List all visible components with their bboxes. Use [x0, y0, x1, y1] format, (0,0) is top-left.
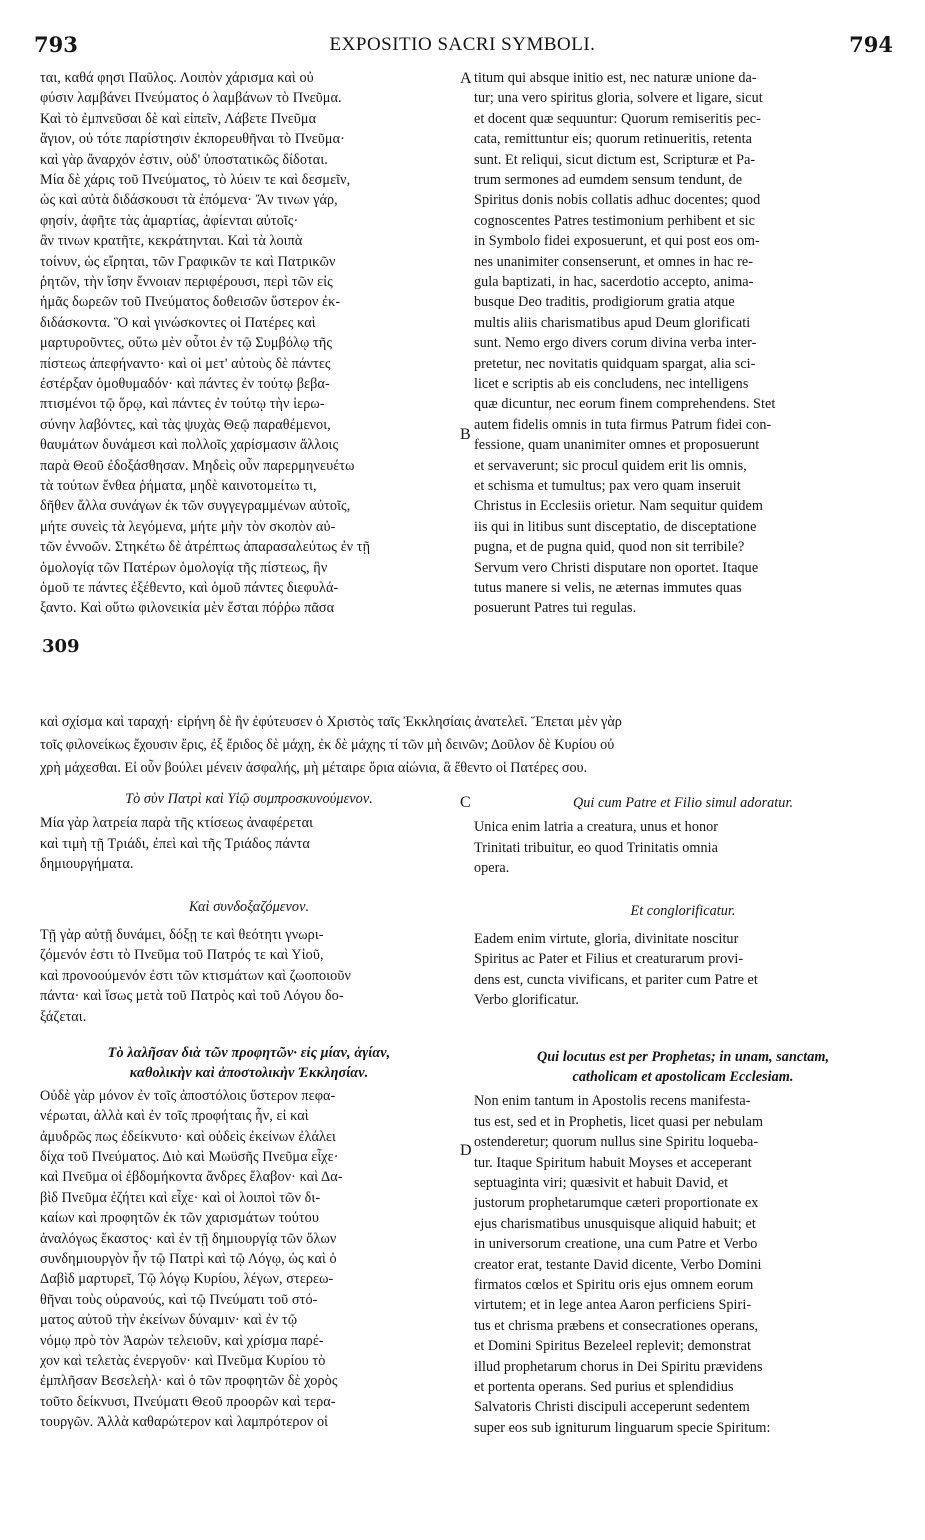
latin-line: Spiritus donis nobis collatis adhuc docentes; quod — [474, 192, 761, 209]
latin-line: Servum vero Christi disputare non oportet. Itaque — [474, 559, 759, 576]
latin-line: catholicam et apostolicam Ecclesiam. — [572, 1069, 794, 1085]
latin-line: Christus in Ecclesiis orietur. Nam sequitur quidem — [474, 498, 763, 515]
latin-line: ejus charismatibus unusquisque aliquid habuit; et — [474, 1215, 756, 1232]
greek-line: νόμῳ πρὸ τὸν Ἀαρὼν τελειοῦν, καὶ χρίσμα παρέ- — [40, 1332, 324, 1349]
greek-line: θῆναι τοὺς οὐρανούς, καὶ τῷ Πνεύματι τοῦ στό- — [40, 1291, 318, 1308]
latin-line: et Domini Spiritus Bezeleel replevit; demonstrat — [474, 1338, 752, 1355]
latin-line: Spiritus ac Pater et Filius et creaturarum provi- — [474, 951, 744, 968]
latin-line: Trinitati tribuitur, eo quod Trinitatis omnia — [474, 839, 718, 856]
latin-line: Unica enim latria a creatura, unus et honor — [474, 819, 719, 836]
latin-line: dens est, cuncta vivificans, et pariter cum Patre et — [474, 971, 758, 988]
latin-line: quæ dicuntur, nec eorum finem comprehendens. Stet — [474, 396, 776, 413]
latin-line: et servaverunt; sic procul quidem erit lis omnis, — [474, 457, 747, 474]
greek-line: καὶ Πνεῦμα οἱ ἑβδομήκοντα ἄνδρες ἔλαβον· καὶ Δα- — [40, 1169, 343, 1186]
greek-line: ἡμᾶς δωρεῶν τοῦ Πνεύματος δοθεισῶν ὕστερον ἐκ- — [40, 294, 341, 311]
greek-line: ῥητῶν, τὴν ἴσην ἔννοιαν περιφέρουσι, περὶ τῶν εἰς — [40, 274, 333, 290]
latin-line: septuaginta viri; quæsivit et habuit David, et — [474, 1175, 729, 1191]
greek-line: παρὰ Θεοῦ ἐδοξάσθησαν. Μηδεὶς οὖν παρερμηνευέτω — [40, 457, 355, 474]
greek-line: νέρωται, ἀλλὰ καὶ ἐν τοῖς προφήταις ἦν, εἰ καὶ — [40, 1108, 309, 1125]
greek-line: Καὶ συνδοξαζόμενον. — [188, 898, 310, 915]
greek-line: ξαντο. Καὶ οὕτω φιλονεικία μὲν ἔσται πόῤῥω πᾶσα — [40, 600, 335, 617]
latin-line: tur. Itaque Spiritum habuit Moyses et acceperant — [474, 1154, 752, 1171]
greek-line: ἐστέρξαν ὁμοθυμαδόν· καὶ πάντες ἐν τούτῳ βεβα- — [40, 376, 330, 392]
greek-line: ζόμενόν ἐστι τὸ Πνεῦμα τοῦ Πατρός τε καὶ Υἱοῦ, — [40, 947, 324, 964]
greek-line: Τῇ γὰρ αὐτῇ δυνάμει, δόξῃ τε καὶ θεότητι γνωρι- — [40, 927, 324, 943]
column-number: 309 — [42, 636, 80, 657]
latin-line: firmatos cœlos et Spiritu oris ejus omnem eorum — [474, 1277, 754, 1293]
latin-line: cata, remittuntur eis; quorum retinueritis, retenta — [474, 131, 752, 148]
greek-line: συνδημιουργὸν ἦν τῷ Πατρὶ καὶ τῷ Λόγῳ, ὡς καὶ ὁ — [40, 1251, 337, 1267]
greek-line: δημιουργήματα. — [40, 856, 134, 873]
greek-line: Τὸ λαλῆσαν διὰ τῶν προφητῶν· εἰς μίαν, ἁγίαν, — [107, 1045, 391, 1061]
greek-line: Οὐδὲ γὰρ μόνον ἐν τοῖς ἀποστόλοις ὕστερον πεφα- — [40, 1087, 336, 1104]
greek-line: ὁμολογίᾳ τῶν Πατέρων ὁμολογίᾳ τῆς πίστεως, ἣν — [40, 559, 328, 576]
latin-line: tutus manere si velis, ne æternas immutes quas — [474, 580, 742, 596]
latin-line: opera. — [474, 860, 510, 877]
latin-line: tus et chrisma præbens et consecrationes operans, — [474, 1317, 759, 1334]
latin-line: trum sermones ad eumdem sensum tendunt, de — [474, 172, 743, 188]
latin-line: et docent quæ sequuntur: Quorum remiseritis pec- — [474, 110, 761, 127]
latin-line: pugna, et de pugna quid, quod non sit terribile? — [474, 539, 745, 556]
greek-line: δῆθεν ἄλλα συνάγων ἐκ τῶν συγγεγραμμένων αὐτοῖς, — [40, 498, 351, 515]
greek-line: καὶ προνοούμενόν ἐστι τῶν κτισμάτων καὶ ζωοποιοῦν — [40, 967, 351, 984]
greek-line: τοίνυν, ὡς εἴρηται, τῶν Γραφικῶν τε καὶ Πατρικῶν — [40, 253, 336, 270]
latin-line: pretetur, nec novitatis quidquam spargat, alia sci- — [474, 355, 756, 372]
greek-line: σύνην λαβόντες, καὶ τὰς ψυχὰς Θεῷ παραθέμενοι, — [40, 416, 331, 433]
running-head — [30, 32, 895, 58]
greek-line: Μία δὲ χάρις τοῦ Πνεύματος, τὸ λύειν τε καὶ δεσμεῖν, — [40, 172, 351, 188]
greek-line: ἀναλόγως ἕκαστος· καὶ ἐν τῇ δημιουργίᾳ τῶν ὅλων — [40, 1230, 337, 1247]
latin-line: titum qui absque initio est, nec naturæ unione da- — [474, 70, 757, 86]
greek-line: φύσιν λαμβάνει Πνεύματος ὁ λαμβάνων τὸ Πνεῦμα. — [40, 90, 342, 107]
greek-line: μήτε συνεὶς τὰ λεγόμενα, μήτε μὴν τὸν σκοπὸν αὐ- — [40, 518, 336, 535]
span-line: καὶ σχίσμα καὶ ταραχή· εἰρήνη δὲ ἣν ἐφύτευσεν ὁ Χριστὸς ταῖς Ἐκκλησίαις ἀνατελεῖ. Ἕπεται μὲν γὰρ — [40, 714, 622, 730]
latin-line: posuerunt Patres tui regulas. — [474, 600, 637, 617]
greek-line: πίστεως ἀπεφήναντο· καὶ οἱ μετ' αὐτοὺς δὲ πάντες — [40, 355, 331, 372]
latin-line: busque Deo traditis, prodigiorum gratia atque — [474, 294, 735, 311]
greek-line: ὁμοῦ τε πάντες ἐξέθεντο, καὶ ὁμοῦ πάντες διεφυλά- — [40, 580, 339, 596]
greek-line: ξάζεται. — [40, 1008, 87, 1025]
greek-line: καίων καὶ προφητῶν ἐκ τῶν χαρισμάτων τούτου — [40, 1210, 319, 1227]
latin-line: gula baptizati, in hac, sacerdotio accepto, anima- — [474, 274, 754, 290]
margin-marker-a: A — [460, 70, 472, 87]
greek-line: πτισμένοι τῷ ὅρῳ, καὶ πάντες ἐν τούτῳ τὴν ἱερω- — [40, 396, 325, 413]
latin-line: ostenderetur; quorum nullus sine Spiritu loqueba- — [474, 1134, 759, 1151]
greek-line: ἂν τινων κρατῆτε, κεκράτηνται. Καὶ τὰ λοιπὰ — [40, 233, 303, 250]
latin-line: tus est, sed et in Prophetis, licet quasi per nebulam — [474, 1113, 764, 1130]
span-line: χρὴ μάχεσθαι. Εἰ οὖν βούλει μένειν ἀσφαλής, μὴ μέταιρε ὅρια αἰώνια, ἃ ἔθεντο οἱ Πατέρες σου. — [40, 760, 588, 776]
latin-line: virtutem; et in lege antea Aaron perficiens Spiri- — [474, 1297, 752, 1314]
latin-line: nes unanimiter consenserunt, et omnes in hac re- — [474, 253, 753, 270]
latin-line: Qui cum Patre et Filio simul adoratur. — [572, 795, 794, 811]
margin-marker-c: C — [460, 794, 471, 811]
greek-line: ἐμπλῆσαν Βεσελεὴλ· καὶ ὁ τῶν προφητῶν δὲ χορὸς — [40, 1373, 338, 1390]
latin-line: Salvatoris Christi discipuli acceperunt sedentem — [474, 1399, 750, 1416]
latin-line: super eos sub igniturum linguarum specie Spiritum: — [474, 1419, 771, 1436]
latin-line: cognoscentes Patres testimonium perhibent et sic — [474, 212, 755, 229]
greek-line: βὶδ Πνεῦμα ἐζήτει καὶ εἶχε· καὶ οἱ λοιποὶ τῶν δι- — [40, 1189, 321, 1206]
greek-line: ὡς καὶ αὐτὰ διδάσκουσι τὰ ἑπόμενα· Ἄν τινων γάρ, — [40, 192, 338, 209]
greek-line: ματος αὐτοῦ τὴν ἐκείνων δύναμιν· καὶ ἐν τῷ — [40, 1312, 298, 1329]
greek-line: ἅγιον, οὐ τότε παρίστησιν ἐκπορευθῆναι τὸ Πνεῦμα· — [40, 131, 345, 148]
latin-line: tur; una vero spiritus gloria, solvere et ligare, sicut — [474, 90, 763, 107]
latin-line: in universorum creatione, una cum Patre et Verbo — [474, 1236, 758, 1253]
latin-line: Qui locutus est per Prophetas; in unam, sanctam, — [536, 1048, 830, 1065]
running-title: EXPOSITIO SACRI SYMBOLI. — [329, 34, 596, 55]
latin-line: et portenta operans. Sed purius et splendidius — [474, 1379, 734, 1395]
greek-line: φησίν, ἀφῆτε τὰς ἁμαρτίας, ἀφίενται αὐτοῖς· — [40, 212, 299, 229]
greek-line: τὰ τούτων ἔνθεα ῥήματα, μηδὲ καινοτομείτω τι, — [40, 478, 317, 494]
latin-line: Et conglorificatur. — [630, 902, 736, 919]
latin-line: creator erat, testante David dicente, Verbo Domini — [474, 1256, 762, 1273]
latin-line: sunt. Nemo ergo divers corum divina verba inter- — [474, 335, 757, 352]
latin-line: Eadem enim virtute, gloria, divinitate noscitur — [474, 931, 739, 947]
margin-marker-d: D — [460, 1142, 472, 1159]
latin-line: justorum prophetarumque cæteri proportionate ex — [474, 1195, 759, 1212]
latin-line: multis aliis charismatibus apud Deum glorificati — [474, 314, 751, 331]
greek-line: καὶ γὰρ ἄναρχόν ἐστιν, οὐδ' ὑποστατικῶς δίδοται. — [40, 151, 328, 168]
latin-line: fessione, quam unanimiter omnes et proposuerunt — [474, 437, 760, 454]
latin-line: Non enim tantum in Apostolis recens manifesta- — [474, 1093, 751, 1110]
margin-marker-b: B — [460, 426, 471, 443]
latin-line: et schisma et tumultus; pax vero quam inseruit — [474, 478, 741, 494]
greek-line: διδάσκοντα. Ὃ καὶ γινώσκοντες οἱ Πατέρες καὶ — [40, 314, 316, 331]
greek-line: ται, καθά φησι Παῦλος. Λοιπὸν χάρισμα καὶ οὐ — [40, 70, 314, 86]
greek-line: καθολικὴν καὶ ἀποστολικὴν Ἐκκλησίαν. — [129, 1065, 369, 1082]
latin-line: in Symbolo fidei exposuerunt, et qui post eos om- — [474, 233, 760, 250]
latin-line: illud prophetarum chorus in Dei Spiritu prævidens — [474, 1358, 763, 1375]
span-line: τοῖς φιλονείκως ἔχουσιν ἔρις, ἐξ ἔριδος δὲ μάχη, ἐκ δὲ μάχης τί τῶν μὴ δεινῶν; Δοῦλον δὲ Κυρίου οὐ — [40, 737, 615, 753]
greek-line: ἀμυδρῶς πως ἐδείκνυτο· καὶ οὐδεὶς ἐκείνων ἐλάλει — [40, 1128, 336, 1145]
latin-line: Verbo glorificatur. — [474, 992, 579, 1009]
greek-line: μαρτυροῦντες, οὕτω μὲν οὗτοι ἐν τῷ Συμβόλῳ τῆς — [40, 335, 333, 352]
greek-line: τῶν ἐννοῶν. Στηκέτω δὲ ἀτρέπτως ἀπαρασαλεύτως ἐν τῇ — [40, 539, 371, 556]
greek-line: πάντα· καὶ ἴσως μετὰ τοῦ Πατρὸς καὶ τοῦ Λόγου δο- — [40, 988, 344, 1005]
greek-line: δίχα τοῦ Πνεύματος. Διὸ καὶ Μωϋσῆς Πνεῦμα εἶχε· — [40, 1149, 339, 1165]
greek-line: τουργῶν. Ἀλλὰ καθαρώτερον καὶ λαμπρότερον οἱ — [40, 1414, 329, 1431]
greek-line: καὶ τιμὴ τῇ Τριάδι, ἐπεὶ καὶ τῆς Τριάδος πάντα — [40, 835, 310, 852]
greek-line: Μία γὰρ λατρεία παρὰ τῆς κτίσεως ἀναφέρεται — [40, 815, 314, 832]
greek-line: χον καὶ τελετὰς ἐνεργοῦν· καὶ Πνεῦμα Κυρίου τὸ — [40, 1353, 326, 1369]
latin-line: autem fidelis omnis in tuta firmus Patrum fidei con- — [474, 416, 772, 433]
greek-line: Καὶ τὸ ἐμπνεῦσαι δὲ καὶ εἰπεῖν, Λάβετε Πνεῦμα — [40, 110, 317, 127]
greek-line: Τὸ σὺν Πατρὶ καὶ Υἱῷ συμπροσκυνούμενον. — [125, 791, 373, 807]
greek-line: Δαβὶδ μαρτυρεῖ, Τῷ λόγῳ Κυρίου, λέγων, στερεω- — [40, 1271, 334, 1288]
page-number-right: 794 — [849, 32, 893, 57]
page-number-left: 793 — [34, 32, 78, 57]
latin-line: licet e scriptis ab eis concludens, nec intelligens — [474, 376, 749, 392]
latin-line: iis qui in litibus sunt disceptatio, de disceptatione — [474, 518, 757, 535]
greek-line: θαυμάτων δυνάμεσι καὶ πολλοῖς χαρίσμασιν ἄλλοις — [40, 437, 339, 454]
latin-line: sunt. Et reliqui, sicut dictum est, Scripturæ et Pa- — [474, 151, 756, 168]
greek-line: τοῦτο δείκνυσι, Πνεύματι Θεοῦ προορῶν καὶ τερα- — [40, 1393, 336, 1410]
